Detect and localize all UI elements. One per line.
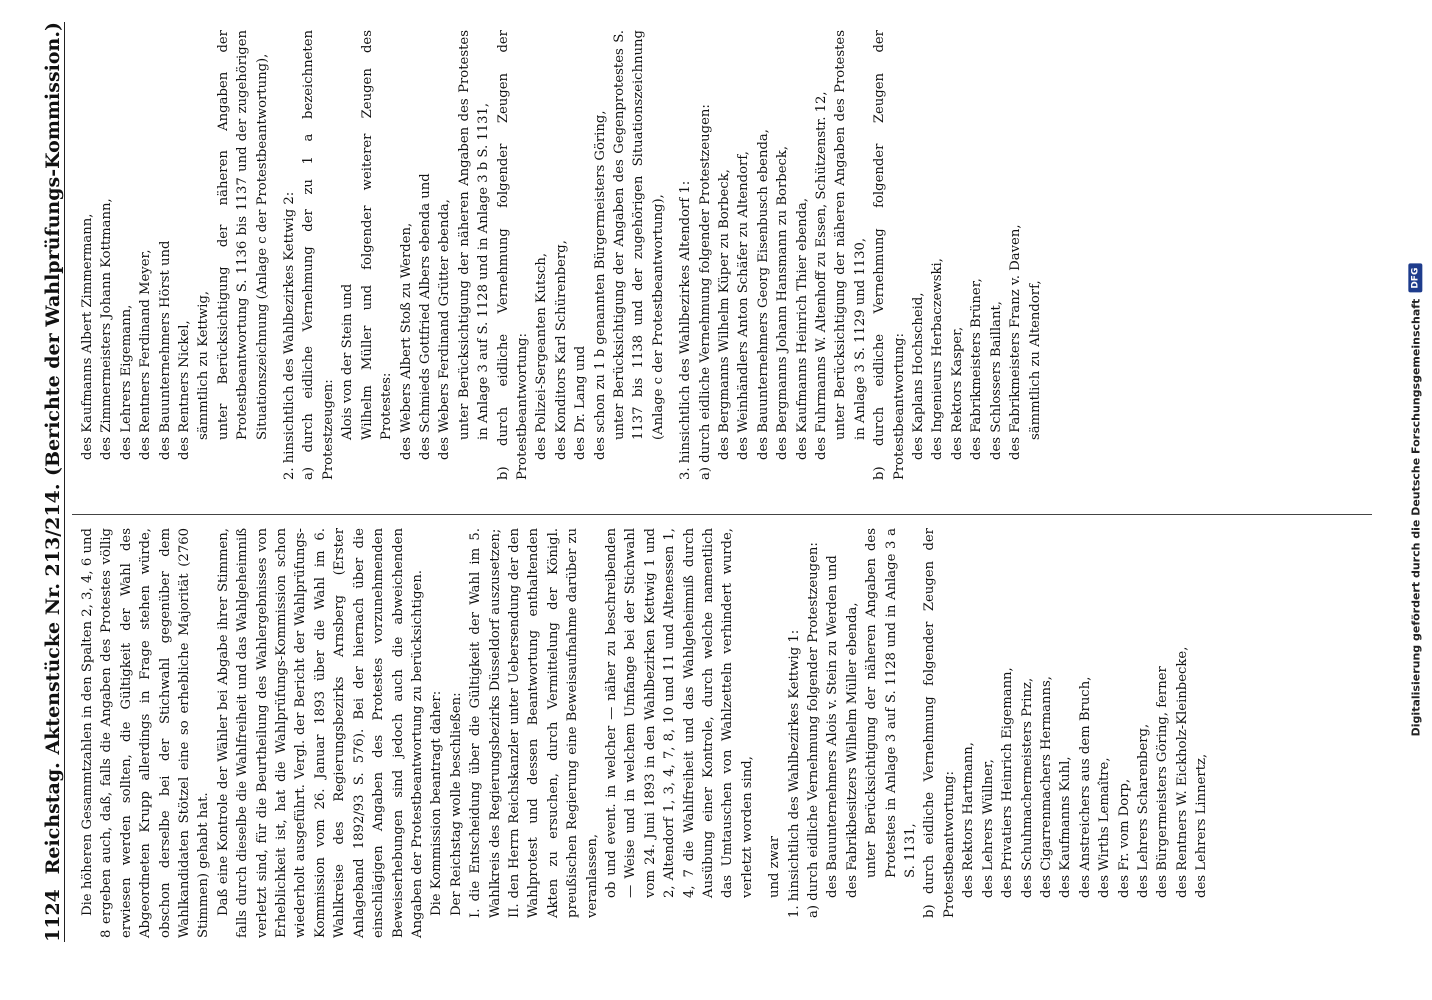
list-item: b) durch eidliche Vernehmung folgender Zeugen der Protestbeantwortung: [872,30,907,480]
witness-entry: des Fabrikbesitzers Wilhelm Müller ebenda, [844,602,860,898]
witness-entry: sämmtlich zu Altendorf, [1027,280,1043,440]
dfg-logo: DFG [1408,264,1422,293]
witness-entry: des Rentners W. Eickholz-Kleinbecke, [1174,646,1190,898]
witness-entry: unter Berücksichtigung der näheren Angaben der Protestbeantwortung S. 1136 bis 1137 und der zugehörigen Situationszeichnung (Anlage c der Protestbeantwortung), [215,30,270,440]
witness-entry: des Schmieds Gottfried Albers ebenda und [417,173,433,460]
witness-entry: des Webers Ferdinand Grütter ebenda, [437,199,453,460]
list-item: 2. hinsichtlich des Wahlbezirkes Kettwig 2: [282,191,298,480]
witness-entry: des Webers Albert Stoß zu Werden, [398,222,414,460]
witness-entry: des Fuhrmanns W. Altenhoff zu Essen, Schützenstr. 12, [814,91,830,460]
publication-title: Reichstag. [42,762,64,875]
witness-entry: unter Berücksichtigung der näheren Angaben des Protestes in Anlage 3 S. 1129 und 1130, [833,30,868,440]
page-header [24,22,65,942]
paragraph: Daß eine Kontrole der Wähler bei Abgabe ihrer Stimmen, falls durch dieselbe die Wahlfreiheit und das Wahlgeheimniß verletzt sind, für die Beurtheilung des Wahlergebnisses von Erheblichkeit ist, hat die Wahlprüfungs-Kommission schon wiederholt ausgeführt. Vergl. der Bericht der Wahlprüfungs-Kommission vom 26. Januar 1893 über die Wahl im 6. Wahlkreise des Regierungsbezirks Arnsberg (Erster Anlageband 1892/93 S. 576). Bei der hiernach über die einschlägigen Angaben des Protestes vorzunehmenden Beweiserhebungen sind jedoch auch die abweichenden Angaben der Protestbeantwortung zu berücksichtigen. [215,528,425,938]
resolution-item: I. die Entscheidung über die Gültigkeit der Wahl im 5. Wahlkreis des Regierungsbezirks Düsseldorf auszusetzen; [468,528,503,918]
page-number: 1124 [42,889,64,942]
paragraph: Die Kommission beantragt daher: [429,690,445,916]
witness-entry: Alois von der Stein und [340,283,356,440]
witness-entry: des Lehrers Wüllner, [980,759,996,898]
witness-entry: des Polizei-Sergeanten Kutsch, [534,252,550,460]
witness-entry: des Bauunternehmers Alois v. Stein zu Werden und [825,555,841,898]
witness-entry: des Kaufmanns Kuhl, [1058,756,1074,898]
witness-entry: des Fr. vom Dorp, [1116,778,1132,898]
witness-entry: des Bauunternehmers Georg Eisenbusch ebenda, [755,129,771,460]
witness-entry: des Anstreichers aus dem Bruch, [1077,676,1093,898]
section-title: (Berichte der Wahlprüfungs-Kommission.) [42,22,64,476]
witness-entry: des Rektors Hartmann, [961,742,977,898]
witness-entry: unter Berücksichtigung der näheren Angaben des Protestes in Anlage 3 auf S. 1128 und in Anlage 3 b S. 1131, [456,30,492,440]
witness-entry: des Kaufmanns Albert Zimmermann, [80,213,95,460]
list-item: a) durch eidliche Vernehmung folgender Protestzeugen: [806,542,822,918]
witness-entry: des Weinhändlers Anton Schäfer zu Altendorf, [736,151,752,460]
paragraph: und zwar [767,835,783,898]
left-column [78,528,1368,938]
witness-entry: des Kaufmanns Heinrich Thier ebenda, [794,197,810,460]
witness-entry: des Kaplans Hochscheid, [911,292,927,460]
digitization-credit [1398,0,1432,1000]
witness-entry: des Fabrikmeisters Franz v. Daven, [1008,224,1024,460]
witness-entry: Wilhelm Müller und folgender weiterer Zeugen des Protestes: [359,30,395,440]
witness-entry: des Dr. Lang und [573,345,589,460]
credit-text: Digitalisierung gefördert durch die Deutsche Forschungsgemeinschaft [1408,298,1422,737]
document-reference: Aktenstücke Nr. 213/214. [42,483,64,755]
witness-entry: des Wirths Lemaître, [1097,757,1113,898]
resolution-item: II. den Herrn Reichskanzler unter Uebersendung der den Wahlprotest und dessen Beantwortung enthaltenden Akten zu ersuchen, durch Vermittelung der Königl. preußischen Regierung eine Beweisaufnahme darüber zu veranlassen, [506,528,600,918]
list-item: 3. hinsichtlich des Wahlbezirkes Altendorf 1: [678,180,694,480]
witness-entry: des Privatiers Heinrich Eigemann, [1000,667,1016,898]
list-item: 1. hinsichtlich des Wahlbezirkes Kettwig 1: [786,629,802,918]
paragraph: Die höheren Gesammtzahlen in den Spalten 2, 3, 4, 6 und 8 ergeben auch, daß, falls die Angaben des Protestes völlig erwiesen werden sollten, die Gültigkeit der Wahl des Abgeordneten Krupp allerdings in Frage stehen würde, obschon derselbe bei der Stichwahl gegenüber dem Wahlkandidaten Stötzel eine so erhebliche Majorität (2760 Stimmen) gehabt hat. [80,528,212,938]
column-divider [72,514,1372,515]
list-item: a) durch eidliche Vernehmung folgender Protestzeugen: [697,104,713,480]
witness-entry: des Bergmanns Wilhelm Küper zu Borbeck, [717,169,732,460]
witness-entry: des Rentners Nickel, [177,320,193,460]
witness-entry: des Lehrers Scharenberg, [1135,723,1151,898]
list-item: a) durch eidliche Vernehmung der zu 1 a bezeichneten Protestzeugen: [301,30,336,480]
right-column [78,30,1368,500]
witness-entry: des Bürgermeisters Göring, ferner [1155,666,1171,898]
witness-entry: des Schlossers Baillant, [988,301,1004,460]
witness-entry: des Lehrers Eigemann, [118,304,134,460]
witness-entry: des Cigarrenmachers Hermanns, [1038,676,1054,898]
witness-entry: des Rektors Kasper, [949,326,965,460]
witness-entry: des Zimmermeisters Johann Kottmann, [99,198,115,460]
witness-entry: des Bauunternehmers Hörst und [157,240,173,460]
witness-entry: des Bergmanns Johann Hansmann zu Borbeck, [775,145,791,460]
witness-entry: des Lehrers Linnertz, [1194,753,1210,898]
witness-entry: des Schuhmachermeisters Prinz, [1019,677,1035,898]
list-item: b) durch eidliche Vernehmung folgender Zeugen der Protestbeantwortung: [495,30,530,480]
list-item: b) durch eidliche Vernehmung folgender Zeugen der Protestbeantwortung: [922,528,957,918]
witness-entry: unter Berücksichtigung der Angaben des Gegenprotestes S. 1137 bis 1138 und der zugehörigen Situationszeichnung (Anlage c der Protestbeantwortung), [611,30,666,440]
witness-entry: unter Berücksichtigung der näheren Angaben des Protestes in Anlage 3 auf S. 1128 und in Anlage 3 a S. 1131, [864,528,919,878]
witness-entry: des Rentners Ferdinand Meyer, [138,249,154,460]
paragraph: Der Reichstag wolle beschließen: [448,692,464,916]
witness-entry: des Ingenieurs Herbaczewski, [930,258,946,460]
paragraph: ob und event. in welcher — näher zu beschreibenden — Weise und in welchem Umfange bei der Stichwahl vom 24. Juni 1893 in den Wahlbezirken Kettwig 1 und 2, Altendorf 1, 3, 4, 7, 8, 10 und 11 und Altenessen 1, 4, 7 die Wahlfreiheit und das Wahlgeheimniß durch Ausübung einer Kontrole, durch welche namentlich das Umtauschen von Wahlzetteln verhindert wurde, verletzt worden sind, [603,528,755,898]
witness-entry: des Fabrikmeisters Brüner, [969,278,985,460]
witness-entry: sämmtlich zu Kettwig, [196,290,212,440]
witness-entry: des Konditors Karl Schürenberg, [553,240,569,460]
witness-entry: des schon zu 1 b genannten Bürgermeisters Göring, [592,110,608,460]
